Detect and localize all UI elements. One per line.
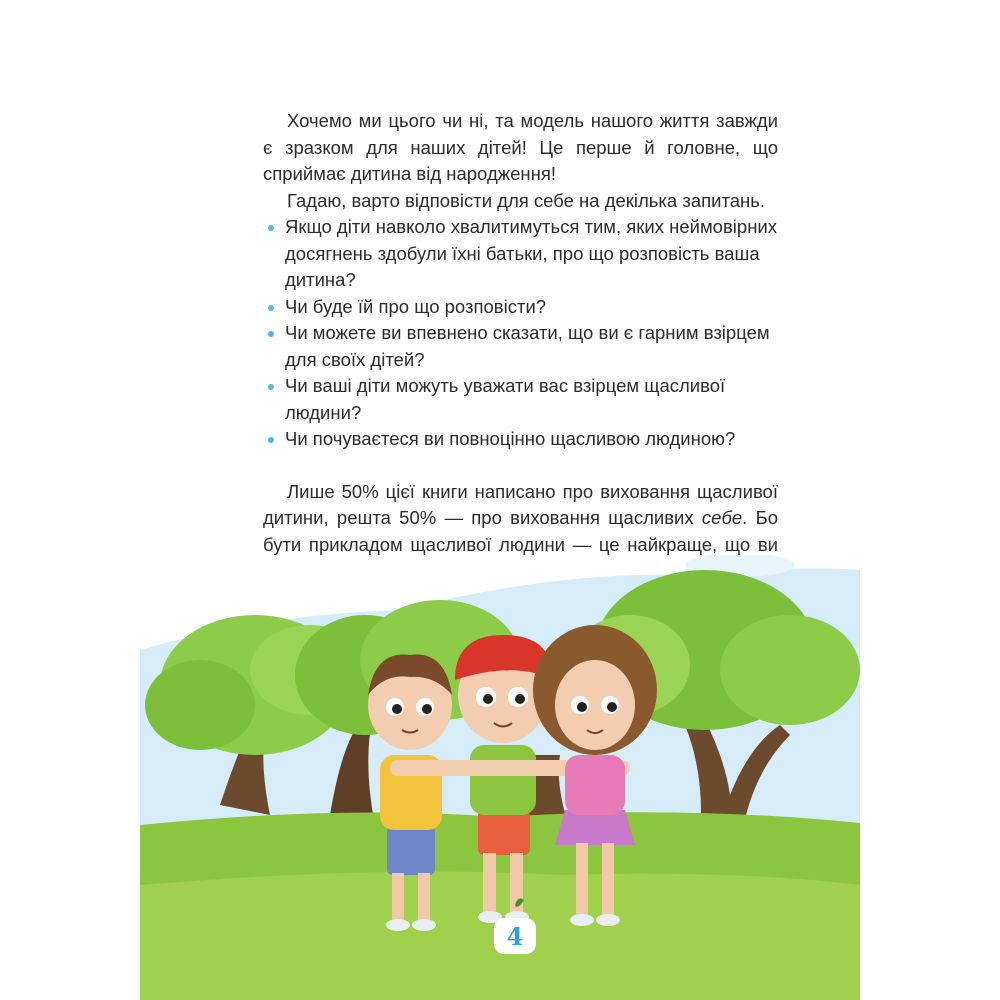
list-item [263, 320, 778, 373]
question-text: Якщо діти навколо хвалитимуться тим, яких неймовірних досягнень здобули їхні батьки, про що розповість ваша дитина? [285, 216, 778, 290]
page-number: 4 [506, 921, 524, 951]
list-item [263, 294, 778, 321]
bullet-dot-icon [268, 437, 274, 443]
bullet-dot-icon [268, 305, 274, 311]
question-list [263, 214, 778, 453]
page-number-badge [494, 918, 536, 954]
paragraph-3-start: Лише 50% цієї книги написано про виховання щасливої дитини, решта 50% — про виховання щасливих [263, 480, 778, 528]
paragraph-2: Гадаю, варто відповісти для себе на декілька запитань. [287, 189, 766, 211]
paragraph-gap [263, 453, 778, 479]
bullet-dot-icon [268, 225, 274, 231]
question-text: Чи ваші діти можуть уважати вас взірцем щасливої людини? [285, 375, 726, 423]
list-item [263, 426, 778, 453]
paragraph-1: Хочемо ми цього чи ні, та модель нашого життя завжди є зразком для наших дітей! Це перше й головне, що сприймає дитина від народження! [263, 110, 778, 184]
question-text: Чи можете ви впевнено сказати, що ви є гарним взірцем для своїх дітей? [285, 322, 770, 370]
question-text: Чи почуваєтеся ви повноцінно щасливою людиною? [285, 428, 736, 449]
paragraph-3-end: . Бо бути прикладом щасливої людини — це найкраще, що ви [263, 507, 778, 555]
main-text [263, 108, 778, 585]
question-text: Чи буде їй про що розповісти? [285, 295, 547, 317]
paragraph-3-emphasis: себе [701, 507, 743, 528]
list-item [263, 214, 778, 294]
bullet-dot-icon [268, 384, 274, 390]
bullet-dot-icon [268, 331, 274, 337]
list-item [263, 373, 778, 426]
